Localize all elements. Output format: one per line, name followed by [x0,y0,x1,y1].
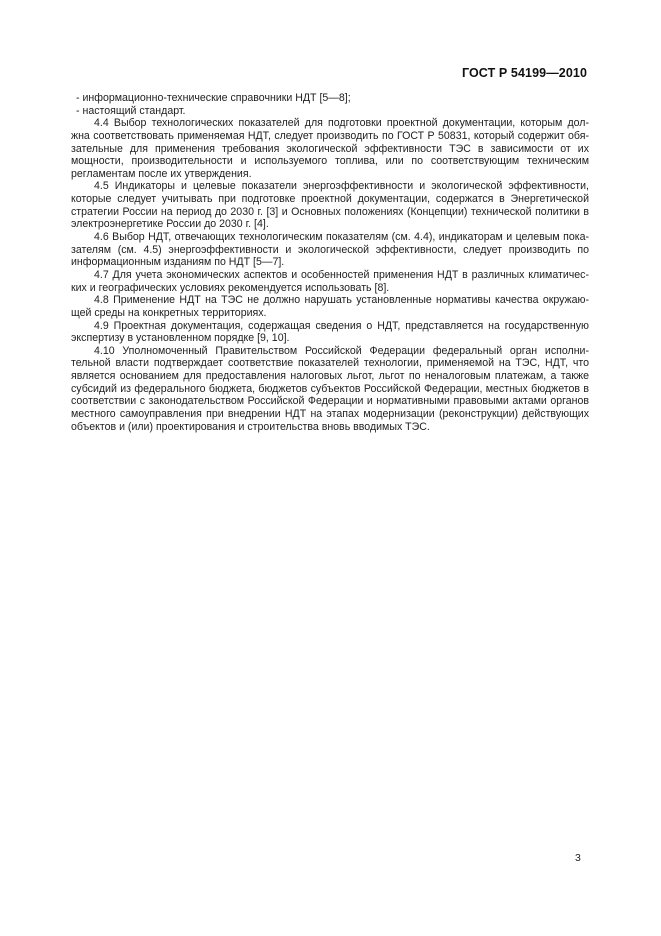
text-line: - настоящий стандарт. [76,104,186,117]
text-line: щей среды на конкретных территориях. [71,306,267,319]
text-line: зательные для применения требования экологической эффективности ТЭС в зависимости от их [71,142,589,155]
text-line: - информационно-технические справочники НДТ [5—8]; [76,92,351,104]
text-line: 4.9 Проектная документация, содержащая сведения о НДТ, представляется на государственную [94,319,589,332]
text-line: местного самоуправления при внедрении НДТ на этапах модернизации (реконструкции) действующих [71,408,589,421]
text-line: объектов и (или) проектирования и строительства вновь вводимых ТЭС. [71,420,430,433]
text-line: 4.5 Индикаторы и целевые показатели энергоэффективности и экологической эффективности, [94,180,589,193]
text-line: соответствии с законодательством Российской Федерации и нормативными правовыми актами органов [71,395,589,408]
text-line: стратегии России на период до 2030 г. [3] и Основных положениях (Концепции) технической политики в [71,205,589,218]
text-line: 4.7 Для учета экономических аспектов и особенностей применения НДТ в различных климатичес- [94,268,589,281]
text-line: электроэнергетике России до 2030 г. [4]. [71,218,269,231]
text-line: 4.4 Выбор технологических показателей для подготовки проектной документации, которым дол- [94,117,589,130]
text-line: которые следует учитывать при подготовке проектной документации, содержатся в Энергетической [71,193,589,206]
text-line: является основанием для предоставления налоговых льгот, льгот по неналоговым платежам, а также [71,370,589,383]
text-line: ких и географических условиях рекомендуется использовать [8]. [71,281,390,294]
text-line: зателям (см. 4.5) энергоэффективности и экологической эффективности, следует производить по [71,243,589,256]
text-line: 4.10 Уполномоченный Правительством Российской Федерации федеральный орган исполни- [94,344,589,357]
page-number: 3 [575,852,581,864]
text-line: мощности, производительности и используемого топлива, или по соответствующим техническим [71,155,589,168]
text-line: регламентам после их утверждения. [71,167,252,180]
standard-code-header: ГОСТ Р 54199—2010 [461,66,587,80]
text-line: экспертизу в установленном порядке [9, 10]. [71,332,290,345]
text-line: тельной власти подтверждает соответствие показателей технологии, применяемой на ТЭС, НДТ, что [71,357,589,370]
text-line: 4.8 Применение НДТ на ТЭС не должно нарушать установленные нормативы качества окружаю- [94,294,589,307]
text-line: жна соответствовать применяемая НДТ, следует производить по ГОСТ Р 50831, который содержит обя- [71,129,589,142]
text-line: 4.6 Выбор НДТ, отвечающих технологическим показателям (см. 4.4), индикаторам и целевым пока- [94,231,589,244]
text-line: субсидий из федерального бюджета, бюджетов субъектов Российской Федерации, местных бюджетов в [71,382,589,395]
document-body [71,92,589,433]
text-line: информационным изданиям по НДТ [5—7]. [71,256,285,269]
